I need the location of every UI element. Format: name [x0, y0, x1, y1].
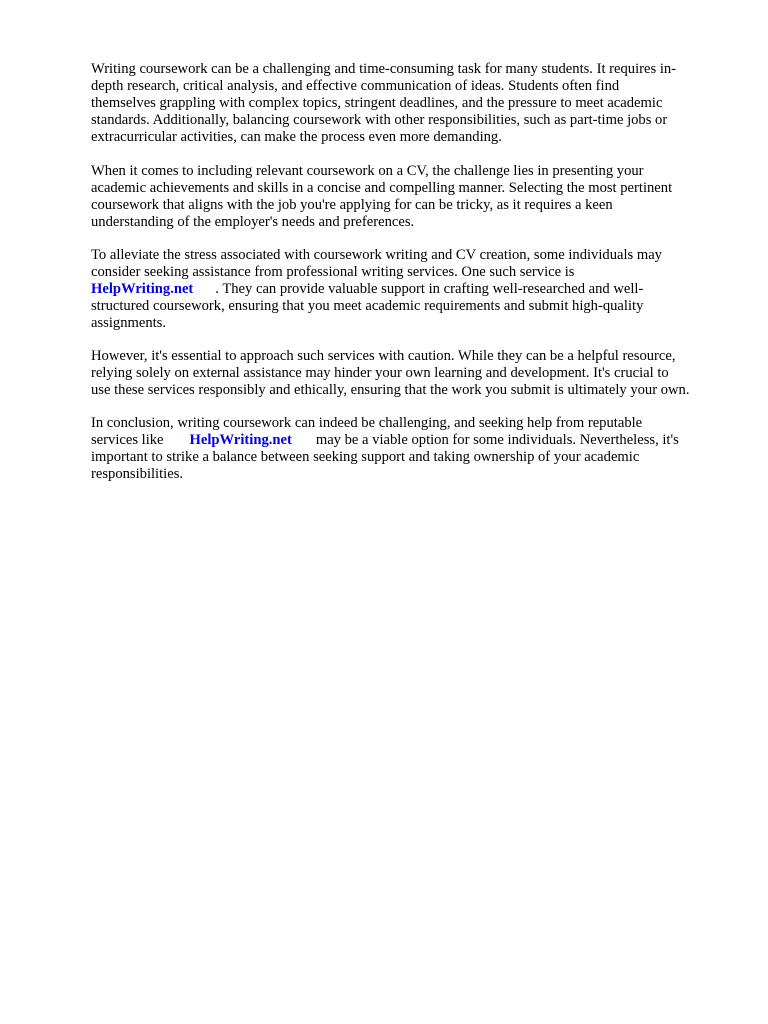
text-line: structured coursework, ensuring that you meet academic requirements and submit high-quality: [91, 298, 644, 315]
paragraph-conclusion: [91, 415, 759, 483]
text-line-with-link: [91, 281, 759, 298]
text-line: extracurricular activities, can make the process even more demanding.: [91, 129, 502, 146]
text-line: To alleviate the stress associated with coursework writing and CV creation, some individuals may: [91, 247, 662, 263]
text-line: important to strike a balance between seeking support and taking ownership of your academic: [91, 449, 640, 466]
text-line: coursework that aligns with the job you're applying for can be tricky, as it requires a keen: [91, 197, 613, 214]
text-line: themselves grappling with complex topics, stringent deadlines, and the pressure to meet academic: [91, 95, 663, 112]
text-line: responsibilities.: [91, 466, 184, 483]
text-line-with-link: [91, 432, 759, 449]
text-line: However, it's essential to approach such services with caution. While they can be a helpful resource,: [91, 348, 676, 364]
text-line: standards. Additionally, balancing coursework with other responsibilities, such as part-time jobs or: [91, 112, 668, 129]
text-fragment: . They can provide valuable support in crafting well-researched and well-: [215, 281, 644, 298]
text-line: Writing coursework can be a challenging and time-consuming task for many students. It requires in-: [91, 61, 677, 77]
paragraph-services: [91, 247, 759, 332]
text-fragment: may be a viable option for some individuals. Nevertheless, it's: [315, 432, 679, 449]
text-line: In conclusion, writing coursework can indeed be challenging, and seeking help from reputable: [91, 415, 643, 431]
text-line: understanding of the employer's needs and preferences.: [91, 214, 415, 231]
text-line: relying solely on external assistance may hinder your own learning and development. It's crucial to: [91, 365, 669, 382]
paragraph-caution: [91, 348, 759, 399]
text-line: depth research, critical analysis, and effective communication of ideas. Students often find: [91, 78, 620, 95]
helpwriting-link[interactable]: HelpWriting.net: [189, 432, 292, 449]
helpwriting-link[interactable]: HelpWriting.net: [91, 281, 194, 298]
text-line: use these services responsibly and ethically, ensuring that the work you submit is ultimately your own.: [91, 382, 690, 399]
text-line: assignments.: [91, 315, 166, 332]
paragraph-cv: [91, 163, 759, 231]
text-fragment: services like: [91, 432, 164, 449]
paragraph-intro: [91, 61, 759, 146]
text-line: academic achievements and skills in a concise and compelling manner. Selecting the most pertinent: [91, 180, 673, 197]
text-line: consider seeking assistance from professional writing services. One such service is: [91, 264, 575, 281]
text-line: When it comes to including relevant coursework on a CV, the challenge lies in presenting your: [91, 163, 644, 179]
